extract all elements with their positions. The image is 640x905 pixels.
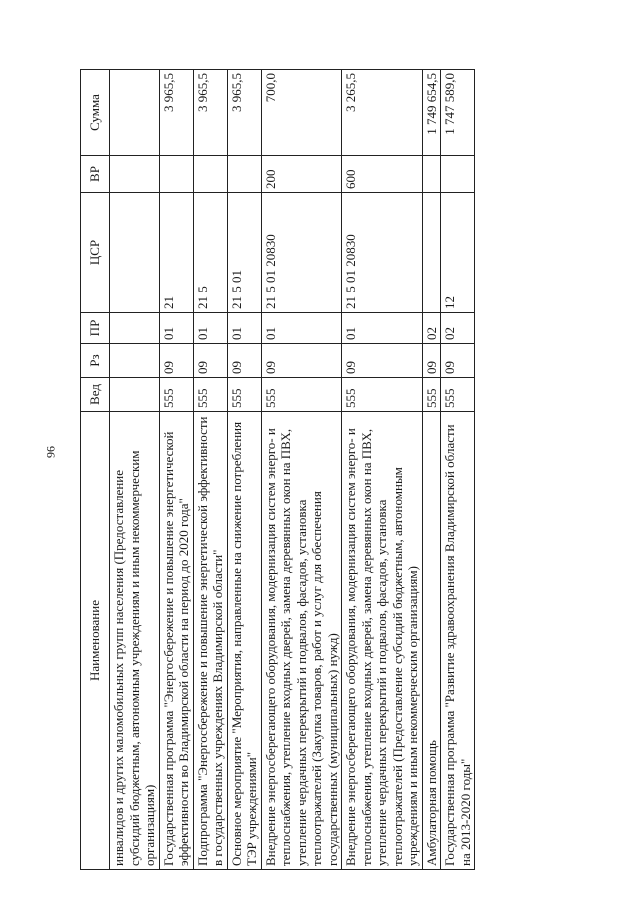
- header-name: Наименование: [81, 412, 110, 870]
- cell-ved: 555: [261, 378, 342, 412]
- cell-rz: 09: [261, 344, 342, 378]
- cell-vr: 200: [261, 156, 342, 193]
- cell-sum: [110, 70, 160, 156]
- cell-rz: 09: [159, 344, 193, 378]
- cell-ved: 555: [227, 378, 261, 412]
- cell-sum: 3 965,5: [193, 70, 227, 156]
- cell-rz: 09: [422, 344, 441, 378]
- header-pr: ПР: [81, 313, 110, 344]
- cell-rz: [110, 344, 160, 378]
- header-rz: Рз: [81, 344, 110, 378]
- table-header-row: [81, 70, 110, 870]
- cell-csr: 21 5 01: [227, 193, 261, 313]
- table-row: [422, 70, 441, 870]
- cell-csr: 21 5 01 20830: [261, 193, 342, 313]
- cell-pr: 01: [227, 313, 261, 344]
- cell-pr: 02: [422, 313, 441, 344]
- cell-vr: [193, 156, 227, 193]
- cell-ved: 555: [159, 378, 193, 412]
- cell-name: инвалидов и других маломобильных групп населения (Предоставление субсидий бюджетным, автономным учреждениям и иным некоммерческим организациям): [110, 412, 160, 870]
- cell-csr: [110, 193, 160, 313]
- header-csr: ЦСР: [81, 193, 110, 313]
- cell-csr: 12: [441, 193, 475, 313]
- cell-pr: 01: [342, 313, 423, 344]
- cell-rz: 09: [193, 344, 227, 378]
- cell-csr: 21 5 01 20830: [342, 193, 423, 313]
- cell-vr: [227, 156, 261, 193]
- cell-csr: [422, 193, 441, 313]
- table-row: [261, 70, 342, 870]
- table-row: [227, 70, 261, 870]
- cell-ved: [110, 378, 160, 412]
- cell-rz: 09: [441, 344, 475, 378]
- cell-sum: 1 749 654,5: [422, 70, 441, 156]
- header-vr: ВР: [81, 156, 110, 193]
- cell-name: Внедрение энергосберегающего оборудования, модернизация систем энерго- и теплоснабжения, утепление входных дверей, замена деревянных окон на ПВХ, утепление чердачных перекрытий и подвалов, фасадов, установка теплоотражателей (Предоставление субсидий бюджетным, автономным учреждениям и иным некоммерческим организациям): [342, 412, 423, 870]
- cell-pr: 01: [193, 313, 227, 344]
- cell-vr: [422, 156, 441, 193]
- cell-vr: [441, 156, 475, 193]
- page-number: 96: [43, 446, 58, 458]
- cell-name: Основное мероприятие "Мероприятия, направленные на снижение потребления ТЭР учреждениями": [227, 412, 261, 870]
- header-sum: Сумма: [81, 70, 110, 156]
- cell-sum: 700,0: [261, 70, 342, 156]
- cell-vr: [159, 156, 193, 193]
- cell-sum: 3 965,5: [227, 70, 261, 156]
- cell-pr: 01: [261, 313, 342, 344]
- table-row: [342, 70, 423, 870]
- budget-table-sheet: [80, 70, 558, 870]
- table-row: [193, 70, 227, 870]
- table-row: [441, 70, 475, 870]
- table-row: [110, 70, 160, 870]
- cell-csr: 21: [159, 193, 193, 313]
- header-ved: Вед: [81, 378, 110, 412]
- cell-name: Государственная программа "Развитие здравоохранения Владимирской области на 2013-2020 годы": [441, 412, 475, 870]
- cell-name: Государственная программа "Энергосбережение и повышение энергетической эффективности во Владимирской области на период до 2020 года": [159, 412, 193, 870]
- cell-pr: [110, 313, 160, 344]
- cell-sum: 3 965,5: [159, 70, 193, 156]
- cell-sum: 3 265,5: [342, 70, 423, 156]
- cell-ved: 555: [342, 378, 423, 412]
- cell-sum: 1 747 589,0: [441, 70, 475, 156]
- cell-csr: 21 5: [193, 193, 227, 313]
- cell-rz: 09: [227, 344, 261, 378]
- cell-vr: 600: [342, 156, 423, 193]
- cell-rz: 09: [342, 344, 423, 378]
- cell-ved: 555: [441, 378, 475, 412]
- cell-pr: 02: [441, 313, 475, 344]
- cell-name: Подпрограмма "Энергосбережение и повышение энергетической эффективности в государственных учреждениях Владимирской области": [193, 412, 227, 870]
- budget-table: [80, 69, 475, 870]
- cell-name: Амбулаторная помощь: [422, 412, 441, 870]
- cell-ved: 555: [193, 378, 227, 412]
- cell-name: Внедрение энергосберегающего оборудования, модернизация систем энерго- и теплоснабжения, утепление входных дверей, замена деревянных окон на ПВХ, утепление чердачных перекрытий и подвалов, фасадов, установка теплоотражателей (Закупка товаров, работ и услуг для обеспечения государственных (муниципальных) нужд): [261, 412, 342, 870]
- cell-pr: 01: [159, 313, 193, 344]
- table-row: [159, 70, 193, 870]
- cell-ved: 555: [422, 378, 441, 412]
- cell-vr: [110, 156, 160, 193]
